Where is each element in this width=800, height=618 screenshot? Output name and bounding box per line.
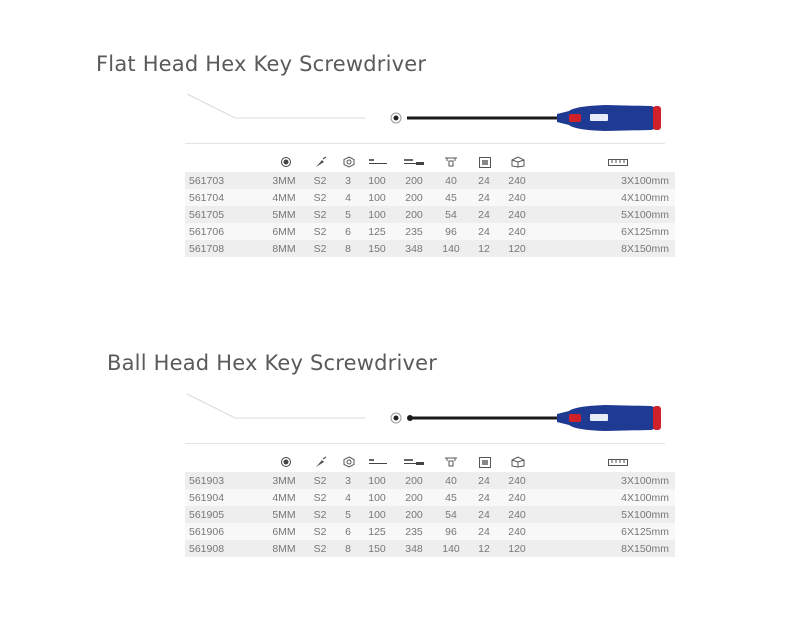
table-cell: S2: [304, 172, 336, 189]
table-cell: 120: [500, 540, 534, 557]
table-cell: 561904: [185, 489, 264, 506]
divider: [185, 443, 665, 444]
table-cell: 8: [336, 540, 360, 557]
table-row: [185, 189, 675, 206]
table-cell: 125: [360, 223, 394, 240]
spec-header-icons: [185, 453, 665, 473]
table-cell: 235: [394, 523, 434, 540]
table-cell: 12: [468, 540, 500, 557]
table-cell: S2: [304, 189, 336, 206]
table-cell: S2: [304, 540, 336, 557]
table-cell: 8: [336, 240, 360, 257]
table-cell: 24: [468, 172, 500, 189]
table-cell: 140: [434, 240, 468, 257]
table-cell: 240: [500, 223, 534, 240]
spec-header-icons: [185, 153, 665, 173]
table-cell: 40: [434, 172, 468, 189]
table-cell: 348: [394, 540, 434, 557]
table-cell: 54: [434, 506, 468, 523]
table-cell: 561906: [185, 523, 264, 540]
table-cell: 120: [500, 240, 534, 257]
table-cell: 100: [360, 172, 394, 189]
table-cell: 5MM: [264, 506, 304, 523]
table-cell: 5: [336, 506, 360, 523]
material-icon: [314, 455, 328, 469]
table-cell: 3: [336, 472, 360, 489]
table-cell: 200: [394, 472, 434, 489]
table-cell: 45: [434, 189, 468, 206]
table-cell: 4MM: [264, 189, 304, 206]
section-title: Flat Head Hex Key Screwdriver: [96, 52, 427, 76]
table-cell: 4X100mm: [534, 189, 675, 206]
inner-box-icon: [478, 455, 492, 469]
table-cell: 348: [394, 240, 434, 257]
table-cell: 24: [468, 189, 500, 206]
table-cell: 200: [394, 206, 434, 223]
table-cell: 150: [360, 240, 394, 257]
table-cell: 561903: [185, 472, 264, 489]
table-row: [185, 506, 675, 523]
table-cell: 240: [500, 523, 534, 540]
table-cell: 8X150mm: [534, 240, 675, 257]
table-cell: 561905: [185, 506, 264, 523]
spec-table: [185, 172, 675, 257]
table-cell: 12: [468, 240, 500, 257]
table-cell: 100: [360, 506, 394, 523]
table-row: [185, 540, 675, 557]
table-row: [185, 240, 675, 257]
table-cell: 561705: [185, 206, 264, 223]
table-cell: 150: [360, 540, 394, 557]
table-cell: 24: [468, 506, 500, 523]
table-cell: 6MM: [264, 223, 304, 240]
table-cell: 200: [394, 172, 434, 189]
ball-head-screwdriver-illustration: [185, 392, 675, 442]
table-cell: 240: [500, 189, 534, 206]
table-cell: 3X100mm: [534, 172, 675, 189]
table-cell: 100: [360, 489, 394, 506]
table-cell: 561703: [185, 172, 264, 189]
hex-size-icon: [342, 155, 356, 169]
table-cell: 3MM: [264, 172, 304, 189]
table-cell: 24: [468, 523, 500, 540]
table-cell: 561706: [185, 223, 264, 240]
table-cell: 240: [500, 489, 534, 506]
table-cell: S2: [304, 523, 336, 540]
table-cell: 8MM: [264, 240, 304, 257]
blade-length-icon: [368, 155, 390, 169]
table-cell: 3: [336, 172, 360, 189]
spec-table: [185, 472, 675, 557]
table-cell: 8X150mm: [534, 540, 675, 557]
table-cell: 561708: [185, 240, 264, 257]
table-cell: 561908: [185, 540, 264, 557]
table-cell: 24: [468, 223, 500, 240]
table-row: [185, 472, 675, 489]
table-cell: 100: [360, 472, 394, 489]
table-row: [185, 489, 675, 506]
flat-head-screwdriver-illustration: [185, 92, 675, 142]
table-cell: S2: [304, 240, 336, 257]
table-cell: 24: [468, 472, 500, 489]
table-cell: 200: [394, 489, 434, 506]
table-cell: 3MM: [264, 472, 304, 489]
table-cell: 235: [394, 223, 434, 240]
table-cell: S2: [304, 206, 336, 223]
table-row: [185, 223, 675, 240]
table-cell: 4: [336, 189, 360, 206]
table-cell: 240: [500, 472, 534, 489]
material-icon: [314, 155, 328, 169]
table-row: [185, 206, 675, 223]
overall-length-icon: [404, 155, 426, 169]
table-cell: 54: [434, 206, 468, 223]
table-cell: 125: [360, 523, 394, 540]
table-cell: 4X100mm: [534, 489, 675, 506]
section-title: Ball Head Hex Key Screwdriver: [107, 351, 438, 375]
table-cell: S2: [304, 506, 336, 523]
dimension-icon: [607, 155, 629, 169]
table-cell: 8MM: [264, 540, 304, 557]
table-cell: 6: [336, 223, 360, 240]
carton-icon: [510, 155, 526, 169]
table-cell: 200: [394, 506, 434, 523]
table-cell: 240: [500, 506, 534, 523]
table-row: [185, 172, 675, 189]
table-cell: 6X125mm: [534, 523, 675, 540]
table-row: [185, 523, 675, 540]
table-cell: S2: [304, 472, 336, 489]
table-cell: 4MM: [264, 489, 304, 506]
table-cell: 5X100mm: [534, 506, 675, 523]
tip-size-icon: [279, 155, 293, 169]
table-cell: 24: [468, 206, 500, 223]
table-cell: 561704: [185, 189, 264, 206]
table-cell: 5MM: [264, 206, 304, 223]
table-cell: 4: [336, 489, 360, 506]
weight-icon: [443, 455, 459, 469]
hex-size-icon: [342, 455, 356, 469]
overall-length-icon: [404, 455, 426, 469]
table-cell: 5: [336, 206, 360, 223]
blade-length-icon: [368, 455, 390, 469]
table-cell: 240: [500, 206, 534, 223]
table-cell: 100: [360, 189, 394, 206]
divider: [185, 143, 665, 144]
table-cell: 96: [434, 223, 468, 240]
table-cell: 96: [434, 523, 468, 540]
table-cell: 6MM: [264, 523, 304, 540]
table-cell: 40: [434, 472, 468, 489]
table-cell: S2: [304, 489, 336, 506]
table-cell: 6X125mm: [534, 223, 675, 240]
carton-icon: [510, 455, 526, 469]
tip-size-icon: [279, 455, 293, 469]
weight-icon: [443, 155, 459, 169]
dimension-icon: [607, 455, 629, 469]
table-cell: 45: [434, 489, 468, 506]
table-cell: 5X100mm: [534, 206, 675, 223]
table-cell: 6: [336, 523, 360, 540]
table-cell: 100: [360, 206, 394, 223]
inner-box-icon: [478, 155, 492, 169]
table-cell: 3X100mm: [534, 472, 675, 489]
table-cell: 200: [394, 189, 434, 206]
table-cell: 24: [468, 489, 500, 506]
table-cell: 240: [500, 172, 534, 189]
table-cell: S2: [304, 223, 336, 240]
table-cell: 140: [434, 540, 468, 557]
